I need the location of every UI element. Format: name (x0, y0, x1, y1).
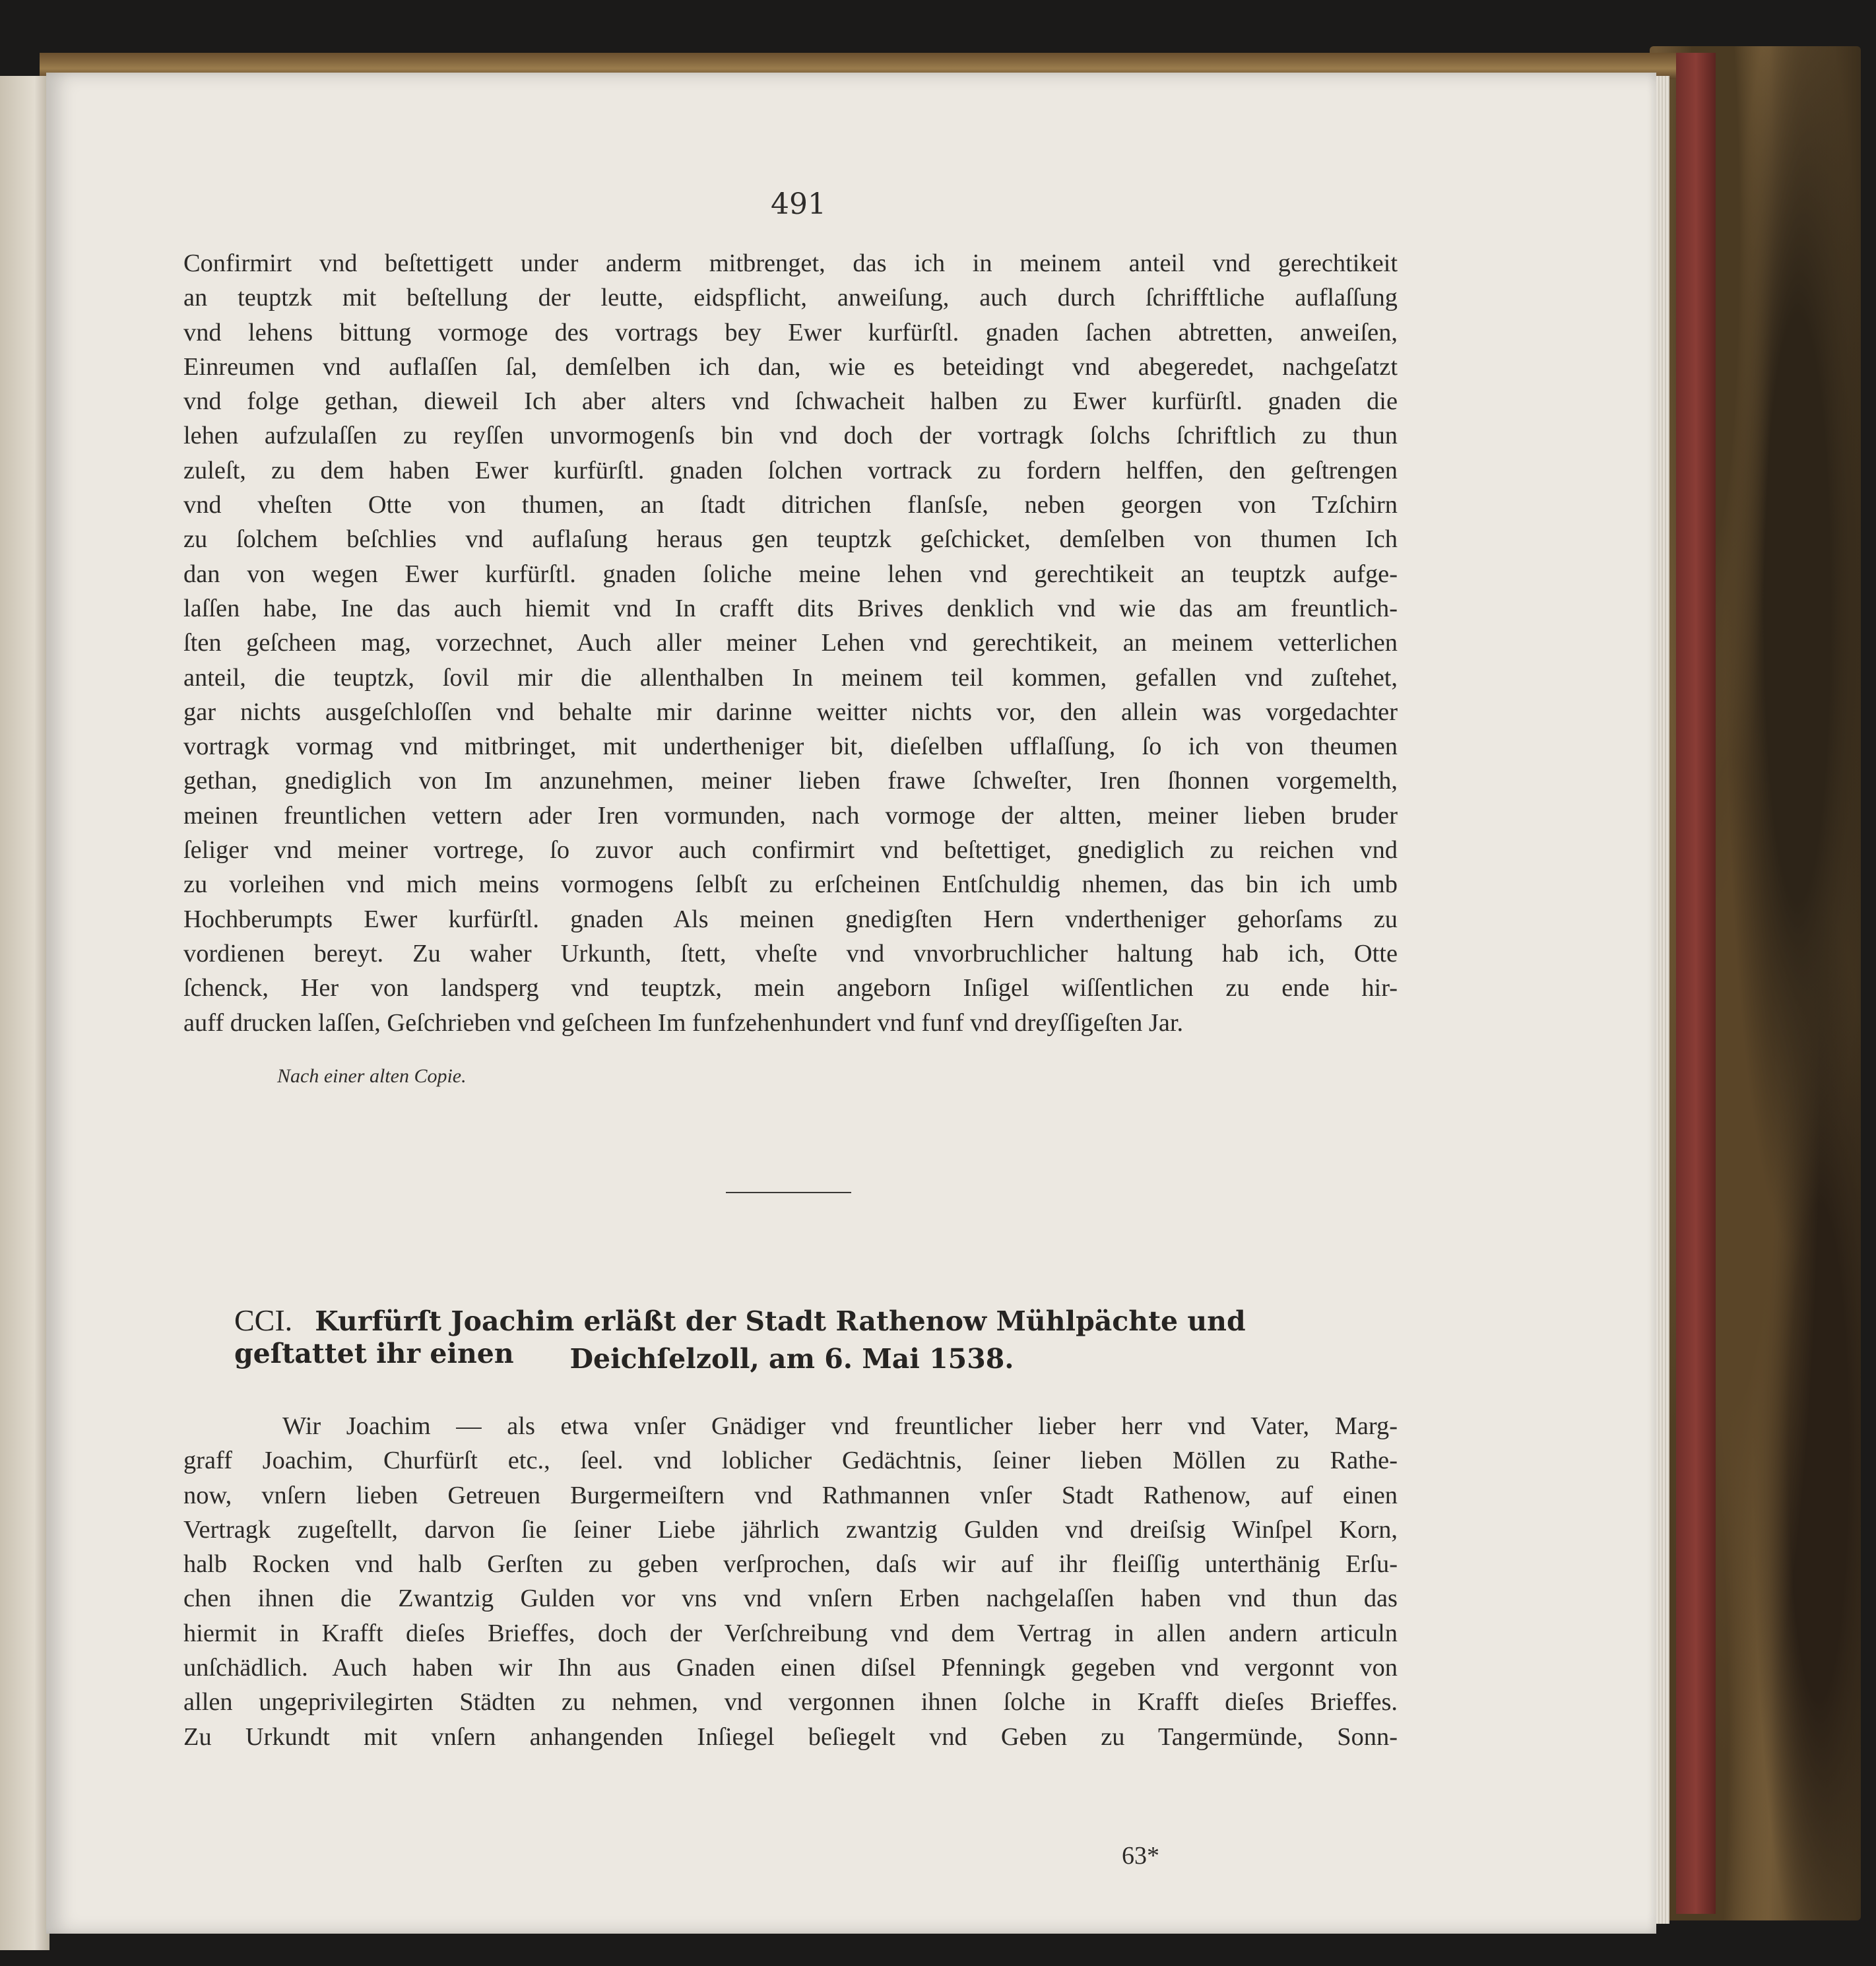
text-line: ſeliger vnd meiner vortrege, ſo zuvor auch confirmirt vnd beſtettiget, gnediglich zu reichen vnd (183, 836, 1398, 865)
text-line: Einreumen vnd auflaſſen ſal, demſelben ich dan, wie es beteidingt vnd abegeredet, nachgeſatzt (183, 352, 1398, 381)
text-line: Vertragk zugeſtellt, darvon ſie ſeiner Liebe jährlich zwantzig Gulden vnd dreiſsig Winſpel Korn, (183, 1515, 1398, 1544)
text-line: Confirmirt vnd beſtettigett under anderm mitbrenget, das ich in meinem anteil vnd gerechtikeit (183, 249, 1398, 277)
section-number: CCI. (234, 1303, 293, 1337)
upper-paragraph (183, 246, 1398, 1040)
text-line: now, vnſern lieben Getreuen Burgermeiſtern vnd Rathmannen vnſer Stadt Rathenow, auf einen (183, 1481, 1398, 1509)
text-line: lehen aufzulaſſen zu reyſſen unvormogenſs bin vnd doch der vortragk ſolchs ſchriftlich zu thun (183, 422, 1398, 450)
text-line: meinen freuntlichen vettern ader Iren vormunden, nach vormoge der altten, meiner lieben bruder (183, 801, 1398, 830)
text-line: Zu Urkundt mit vnſern anhangenden Inſiegel beſiegelt vnd Geben zu Tangermünde, Sonn- (183, 1722, 1398, 1751)
text-line: dan von wegen Ewer kurfürſtl. gnaden ſoliche meine lehen vnd gerechtikeit an teuptzk aufge- (183, 560, 1398, 588)
text-line: hiermit in Krafft dieſes Brieffes, doch der Verſchreibung vnd dem Vertrag in allen andern articuln (183, 1619, 1398, 1647)
section-title-line2: Deichſelzoll, am 6. Mai 1538. (569, 1343, 1014, 1375)
text-line: zuleſt, zu dem haben Ewer kurfürſtl. gnaden ſolchen vortrack zu fordern helffen, den geſtrengen (183, 456, 1398, 484)
text-line: vnd folge gethan, dieweil Ich aber alters vnd ſchwacheit halben zu Ewer kurfürſtl. gnaden die (183, 387, 1398, 416)
text-line: ſten geſcheen mag, vorzechnet, Auch aller meiner Lehen vnd gerechtikeit, an meinem vetterlichen (183, 629, 1398, 657)
text-line: an teuptzk mit beſtellung der leutte, eidspflicht, anweiſung, auch durch ſchrifftliche auflaſſung (183, 284, 1398, 312)
text-line: vnd lehens bittung vormoge des vortrags bey Ewer kurfürſtl. gnaden ſachen abtretten, anweiſen, (183, 318, 1398, 346)
text-line: ſchenck, Her von landsperg vnd teuptzk, mein angeborn Inſigel wiſſentlichen zu ende hir- (183, 974, 1398, 1002)
text-line: laſſen habe, Ine das auch hiemit vnd In crafft dits Brives denklich vnd wie das am freuntlich- (183, 594, 1398, 622)
text-line: gethan, gnediglich von Im anzunehmen, meiner lieben frawe ſchweſter, Iren ſhonnen vorgemelth, (183, 767, 1398, 795)
section-title-line1: Kurfürſt Joachim erläßt der Stadt Rathenow Mühlpächte und geſtattet ihr einen (234, 1305, 1246, 1369)
text-line: zu vorleihen vnd mich meins vormogens ſelbſt zu erſcheinen Entſchuldig nhemen, das bin ich umb (183, 870, 1398, 899)
text-line: auff drucken laſſen, Geſchrieben vnd geſcheen Im funfzehenhundert vnd funf vnd dreyſſigeſten Jar. (183, 1008, 1184, 1037)
text-line: halb Rocken vnd halb Gerſten zu geben verſprochen, daſs wir auf ihr fleiſſig unterthänig Erſu- (183, 1550, 1398, 1579)
facing-page-edge (0, 76, 49, 1950)
text-line: anteil, die teuptzk, ſovil mir die allenthalben In meinem teil kommen, gefallen vnd zuſtehet, (183, 663, 1398, 692)
signature-mark: 63* (1122, 1842, 1159, 1870)
source-note: Nach einer alten Copie. (277, 1065, 467, 1087)
leather-spine (1676, 53, 1716, 1914)
text-line: allen ungeprivilegirten Städten zu nehmen, vnd vergonnen ihnen ſolche in Krafft dieſes Brieffes. (183, 1688, 1398, 1717)
lower-paragraph (183, 1409, 1398, 1754)
text-line: vordienen bereyt. Zu waher Urkunth, ſtett, vheſte vnd vnvorbruchlicher haltung hab ich, Otte (183, 939, 1398, 967)
text-line: unſchädlich. Auch haben wir Ihn aus Gnaden einen diſsel Pfenningk gegeben vnd vergonnt von (183, 1654, 1398, 1682)
text-line: Hochberumpts Ewer kurfürſtl. gnaden Als meinen gnedigſten Hern vndertheniger gehorſams zu (183, 905, 1398, 933)
text-line: graff Joachim, Churfürſt etc., ſeel. vnd loblicher Gedächtnis, ſeiner lieben Möllen zu Rathe- (183, 1447, 1398, 1475)
page-number: 491 (771, 187, 826, 221)
text-line: zu ſolchem beſchlies vnd auflaſung heraus gen teuptzk geſchicket, demſelben von thumen Ich (183, 525, 1398, 554)
text-line: gar nichts ausgeſchloſſen vnd behalte mir darinne weitter nichts vor, den allein was vorgedachter (183, 698, 1398, 726)
text-line: vnd vheſten Otte von thumen, an ſtadt ditrichen flanſsſe, neben georgen von Tzſchirn (183, 491, 1398, 519)
text-line: vortragk vormag vnd mitbringet, mit undertheniger bit, dieſelben ufflaſſung, ſo ich von theumen (183, 733, 1398, 761)
text-line: chen ihnen die Zwantzig Gulden vor vns vnd vnſern Erben nachgelaſſen haben vnd thun das (183, 1585, 1398, 1613)
section-divider (726, 1192, 851, 1193)
text-line: Wir Joachim — als etwa vnſer Gnädiger vnd freuntlicher lieber herr vnd Vater, Marg- (282, 1412, 1398, 1440)
